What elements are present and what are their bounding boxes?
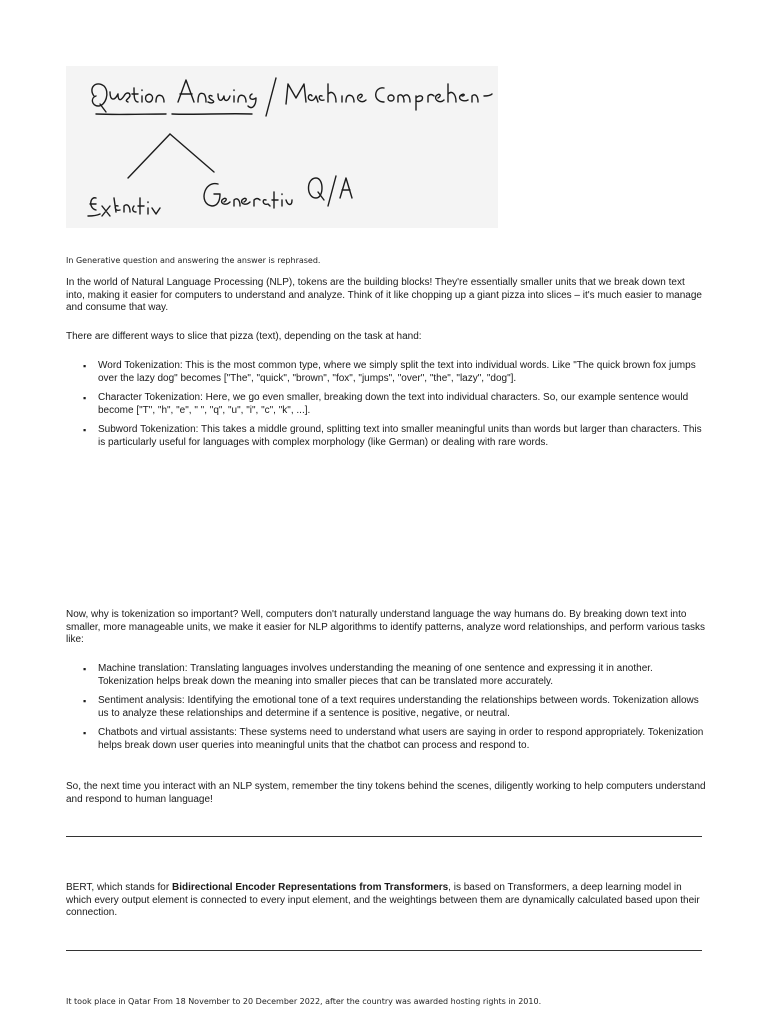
- ways-paragraph: There are different ways to slice that pizza (text), depending on the task at hand:: [66, 331, 422, 342]
- list-item-text: Machine translation: Translating languages involves understanding the meaning of one sentence and expressing it in another. Tokenization helps break down the meaning into smaller pieces that can be translated more accurately.: [98, 663, 653, 687]
- handwritten-diagram-drawing: [66, 66, 498, 228]
- list-item-text: Word Tokenization: This is the most common type, where we simply split the text into individual words. Like "The quick brown fox jumps over the lazy dog" becomes ["The", "quick", "brown", "fox", "jumps", "over", "the", "lazy", "dog"].: [98, 360, 696, 384]
- bullet-icon: ▪: [83, 425, 87, 436]
- bert-prefix: BERT, which stands for: [66, 882, 172, 893]
- list-item-text: Character Tokenization: Here, we go even smaller, breaking down the text into individual characters. So, our example sentence would become ["T", "h", "e", " ", "q", "u", "i", "c", "k", ...].: [98, 392, 689, 416]
- horizontal-divider: [66, 836, 702, 837]
- bullet-icon: ▪: [83, 696, 87, 707]
- bullet-icon: ▪: [83, 393, 87, 404]
- list-item: [66, 727, 706, 752]
- bert-suffix: , is based on Transformers, a deep learning model in which every output element is connected to every input element, and the weightings between them are dynamically calculated based upon their connection.: [66, 882, 700, 919]
- bert-expansion: Bidirectional Encoder Representations from Transformers: [171, 882, 449, 893]
- closing-paragraph: So, the next time you interact with an NLP system, remember the tiny tokens behind the scenes, diligently working to help computers understand and respond to human language!: [66, 781, 706, 805]
- bullet-icon: ▪: [83, 664, 87, 674]
- tasks-list: [66, 663, 706, 760]
- bullet-icon: ▪: [83, 361, 87, 371]
- list-item-text: Chatbots and virtual assistants: These systems need to understand what users are saying in order to respond appropriately. Tokenization helps break down user queries into meaningful units that the chatbot can process and respond to.: [98, 727, 704, 751]
- tokenization-types-list: [66, 360, 706, 457]
- list-item-text: Subword Tokenization: This takes a middle ground, splitting text into smaller meaningful units than words but larger than characters. This is particularly useful for languages with complex morphology (like German) or dealing with rare words.: [98, 424, 702, 448]
- generative-qa-note: In Generative question and answering the answer is rephrased.: [66, 256, 321, 265]
- list-item: [66, 360, 706, 385]
- handwritten-diagram: [66, 66, 498, 228]
- list-item: [66, 424, 706, 449]
- bullet-icon: ▪: [83, 728, 87, 739]
- horizontal-divider: [66, 950, 702, 951]
- intro-paragraph: In the world of Natural Language Processing (NLP), tokens are the building blocks! They're essentially smaller units that we break down text into, making it easier for computers to understand and analyze. Think of it like chopping up a giant pizza into slices – it's much easier to manage and consume that way.: [66, 277, 702, 314]
- list-item-text: Sentiment analysis: Identifying the emotional tone of a text requires understanding the relationships between words. Tokenization allows us to analyze these relationships and determine if a sentence is positive, negative, or neutral.: [98, 695, 699, 719]
- list-item: [66, 392, 706, 417]
- qatar-note: It took place in Qatar From 18 November to 20 December 2022, after the country was awarded hosting rights in 2010.: [66, 997, 542, 1006]
- importance-paragraph: Now, why is tokenization so important? Well, computers don't naturally understand language the way humans do. By breaking down text into smaller, more manageable units, we make it easier for NLP algorithms to identify patterns, analyze word relationships, and perform various tasks like:: [66, 609, 706, 646]
- list-item: [66, 695, 706, 720]
- list-item: [66, 663, 706, 688]
- bert-paragraph: [66, 882, 706, 920]
